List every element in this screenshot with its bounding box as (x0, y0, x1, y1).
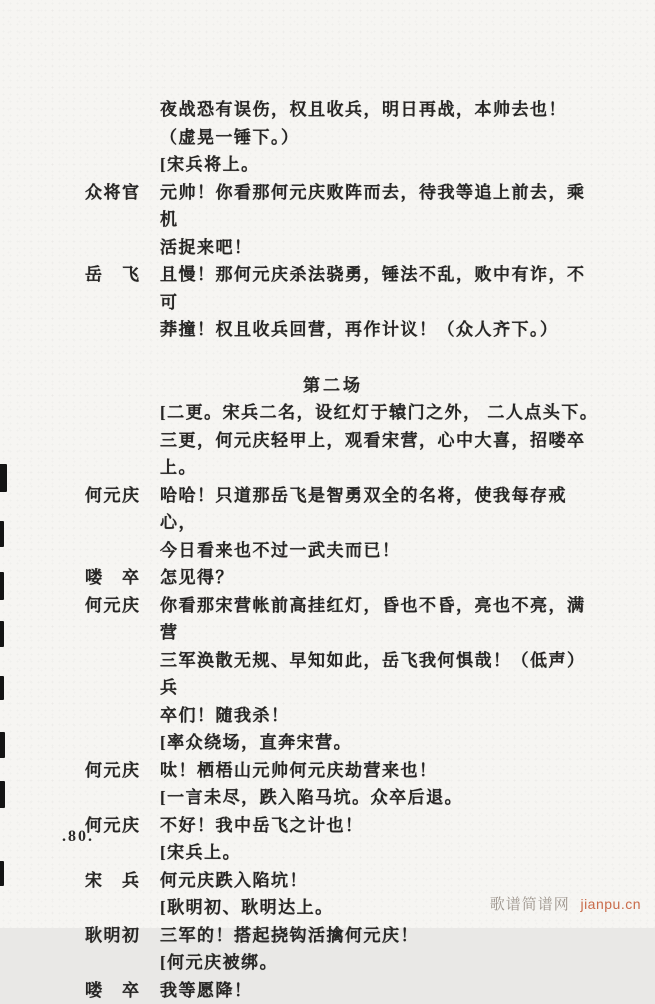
speaker-name: 岳 飞 (85, 261, 160, 289)
watermark-site-name: 歌谱简谱网 (490, 897, 570, 913)
watermark (490, 893, 641, 914)
line-text: 夜战恐有误伤，权且收兵，明日再战，本帅去也！ (160, 96, 601, 124)
speaker-name: 宋 兵 (85, 867, 160, 895)
script-line (85, 812, 601, 840)
line-text: 我等愿降！ (160, 977, 601, 1004)
binding-mark-artifact (0, 676, 4, 700)
line-text: [何元庆被绑。 (160, 949, 601, 977)
speaker-name: 喽 卒 (85, 564, 160, 592)
watermark-site-url: jianpu.cn (580, 896, 641, 912)
line-text: 活捉来吧！ (160, 234, 601, 262)
binding-mark-artifact (0, 781, 5, 808)
line-text: 三军的！搭起挠钩活擒何元庆！ (160, 922, 601, 950)
scene-heading (85, 372, 601, 400)
line-text: 三军涣散无规、早知如此，岳飞我何惧哉！（低声）兵 (160, 647, 601, 702)
script-line (85, 124, 601, 152)
line-text: 你看那宋营帐前高挂红灯，昏也不昏，亮也不亮，满营 (160, 592, 601, 647)
script-line (85, 729, 601, 757)
line-text: 莽撞！权且收兵回营，再作计议！（众人齐下。） (160, 316, 601, 344)
line-text: [一言未尽，跌入陷马坑。众卒后退。 (160, 784, 601, 812)
line-text: [二更。宋兵二名，设红灯于辕门之外， 二人点头下。 (160, 399, 601, 427)
script-line (85, 564, 601, 592)
line-text: 卒们！随我杀！ (160, 702, 601, 730)
speaker-name: 何元庆 (85, 592, 160, 620)
line-text: 三更，何元庆轻甲上，观看宋营，心中大喜，招喽卒上。 (160, 427, 601, 482)
line-text: 今日看来也不过一武夫而已！ (160, 537, 601, 565)
speaker-name: 耿明初 (85, 922, 160, 950)
speaker-name: 何元庆 (85, 812, 160, 840)
line-text: [耿明初、耿明达上。 (160, 894, 601, 922)
script-line (85, 784, 601, 812)
script-line (85, 592, 601, 647)
line-text: 呔！栖梧山元帅何元庆劫营来也！ (160, 757, 601, 785)
binding-mark-artifact (0, 621, 4, 647)
script-body (85, 96, 601, 1004)
binding-mark-artifact (0, 521, 4, 547)
line-text: 哈哈！只道那岳飞是智勇双全的名将，使我每存戒心， (160, 482, 601, 537)
speaker-name: 何元庆 (85, 757, 160, 785)
line-text: 何元庆跌入陷坑！ (160, 867, 601, 895)
script-line (85, 757, 601, 785)
script-line (85, 427, 601, 482)
speaker-name: 何元庆 (85, 482, 160, 510)
script-line (85, 96, 601, 124)
script-line (85, 537, 601, 565)
binding-mark-artifact (0, 861, 4, 886)
scene-heading-text: 第二场 (303, 376, 363, 395)
script-line (85, 922, 601, 950)
binding-mark-artifact (0, 572, 4, 600)
script-line (85, 482, 601, 537)
speaker-name: 众将官 (85, 179, 160, 207)
line-text: 不好！我中岳飞之计也！ (160, 812, 601, 840)
line-text: [宋兵上。 (160, 839, 601, 867)
speaker-name: 喽 卒 (85, 977, 160, 1004)
line-text: （虚晃一锤下。） (160, 124, 601, 152)
script-line (85, 702, 601, 730)
script-line (85, 647, 601, 702)
script-line (85, 261, 601, 316)
script-line (85, 234, 601, 262)
binding-mark-artifact (0, 732, 5, 758)
line-text: [宋兵将上。 (160, 151, 601, 179)
binding-mark-artifact (0, 464, 7, 492)
script-line (85, 316, 601, 344)
script-line (85, 179, 601, 234)
line-text: 元帅！你看那何元庆败阵而去，待我等追上前去，乘机 (160, 179, 601, 234)
script-line (85, 977, 601, 1004)
script-line (85, 399, 601, 427)
script-line (85, 949, 601, 977)
script-line (85, 839, 601, 867)
script-line (85, 151, 601, 179)
script-line (85, 867, 601, 895)
line-text: [率众绕场，直奔宋营。 (160, 729, 601, 757)
line-text: 怎见得？ (160, 564, 601, 592)
page-number: .80. (62, 828, 94, 846)
line-text: 且慢！那何元庆杀法骁勇，锤法不乱，败中有诈，不可 (160, 261, 601, 316)
